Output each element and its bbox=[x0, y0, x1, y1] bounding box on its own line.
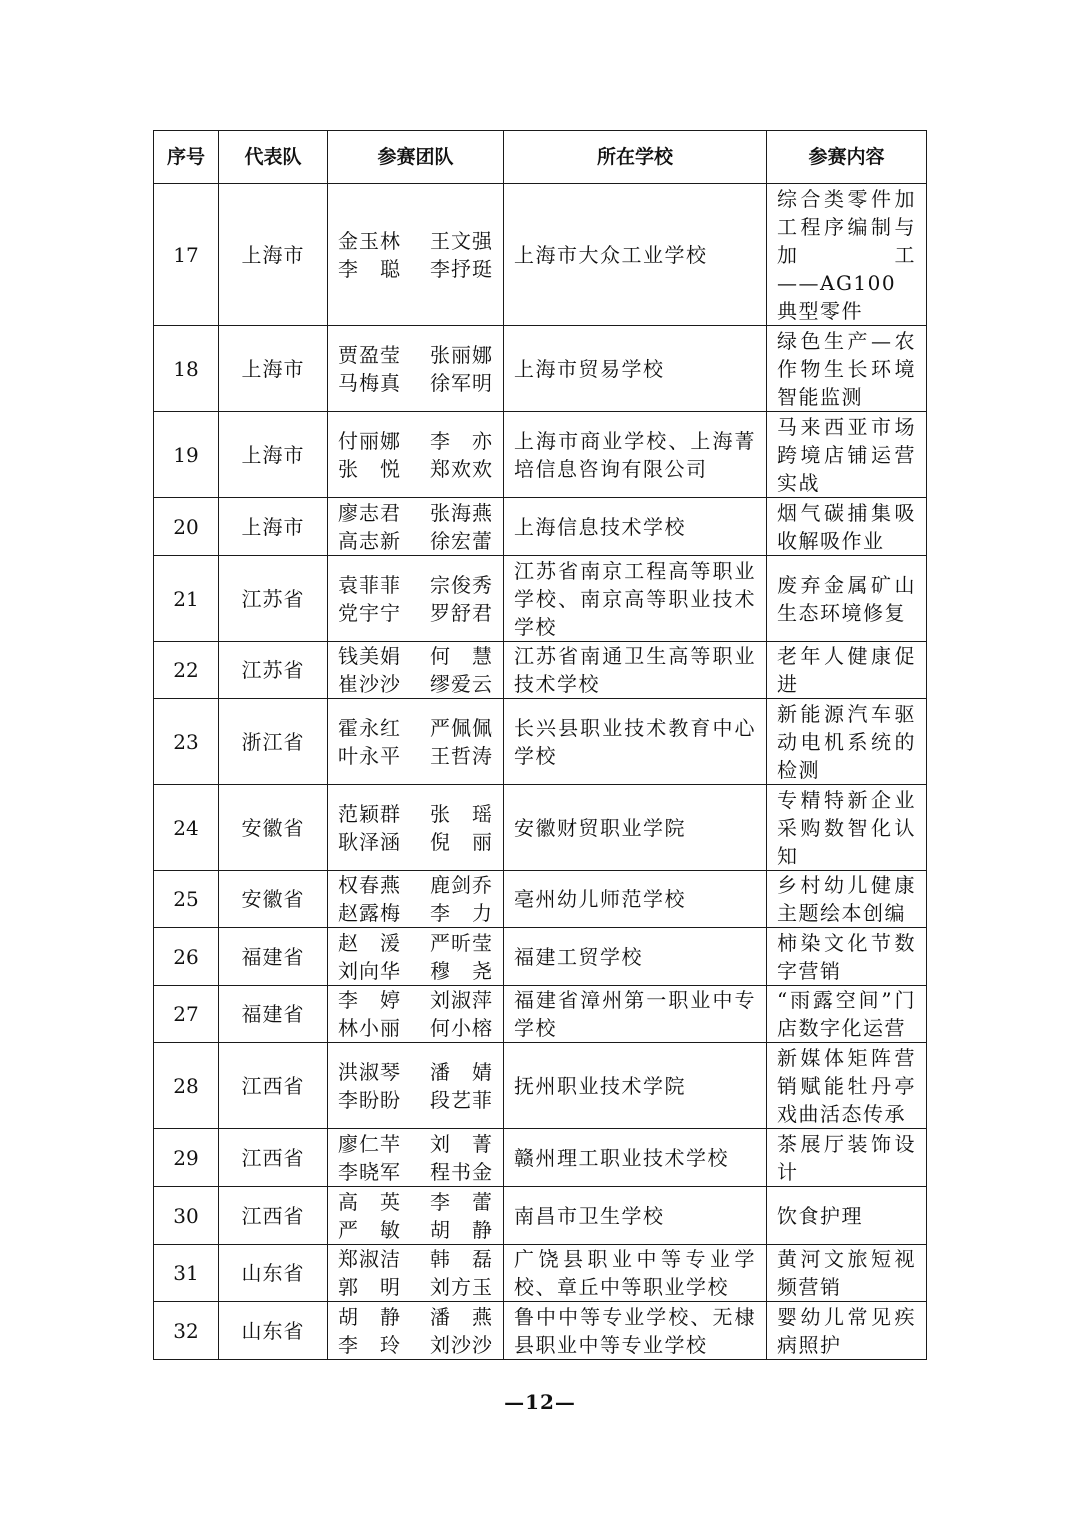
team-member: 高志新 bbox=[338, 528, 401, 553]
row-number: 21 bbox=[154, 556, 219, 642]
team-member: 李 力 bbox=[430, 901, 493, 925]
participant-table bbox=[153, 130, 927, 1360]
team-cell bbox=[328, 699, 504, 785]
school-cell: 江苏省南通卫生高等职业技术学校 bbox=[504, 642, 767, 699]
school-cell: 鲁中中等专业学校、无棣县职业中等专业学校 bbox=[504, 1302, 767, 1360]
team-member: 权春燕 bbox=[338, 873, 401, 897]
team-member: 贾盈莹 bbox=[338, 342, 401, 367]
table-row bbox=[154, 1187, 927, 1245]
team-member-line bbox=[338, 714, 493, 742]
team-member: 何小榕 bbox=[430, 1016, 493, 1040]
team-member: 叶永平 bbox=[338, 743, 401, 768]
table-row bbox=[154, 986, 927, 1043]
team-member: 严昕莹 bbox=[430, 930, 493, 955]
row-number: 25 bbox=[154, 871, 219, 928]
team-member-line bbox=[338, 986, 493, 1014]
team-member: 徐宏蕾 bbox=[430, 528, 493, 553]
row-number: 24 bbox=[154, 785, 219, 871]
table-row bbox=[154, 184, 927, 326]
team-member: 张丽娜 bbox=[430, 342, 493, 367]
team-member-line bbox=[338, 527, 493, 555]
table-row bbox=[154, 1302, 927, 1360]
team-member: 廖志君 bbox=[338, 500, 401, 525]
school-cell: 安徽财贸职业学院 bbox=[504, 785, 767, 871]
team-member: 赵露梅 bbox=[338, 901, 401, 925]
header-content: 参赛内容 bbox=[767, 131, 927, 184]
row-number: 27 bbox=[154, 986, 219, 1043]
school-cell: 上海市大众工业学校 bbox=[504, 184, 767, 326]
row-number: 26 bbox=[154, 928, 219, 986]
team-member: 张海燕 bbox=[430, 500, 493, 525]
team-cell bbox=[328, 498, 504, 556]
table-row bbox=[154, 498, 927, 556]
school-cell: 南昌市卫生学校 bbox=[504, 1187, 767, 1245]
content-cell: 乡村幼儿健康主题绘本创编 bbox=[767, 871, 927, 928]
team-member: 张 悦 bbox=[338, 456, 401, 481]
school-cell: 江苏省南京工程高等职业学校、南京高等职业技术学校 bbox=[504, 556, 767, 642]
team-member-line bbox=[338, 499, 493, 527]
team-member: 崔沙沙 bbox=[338, 672, 401, 696]
content-cell: 综合类零件加工程序编制与加 工——AG100 典型零件 bbox=[767, 184, 927, 326]
table-row bbox=[154, 1129, 927, 1187]
team-cell bbox=[328, 642, 504, 699]
content-cell: 新能源汽车驱动电机系统的检测 bbox=[767, 699, 927, 785]
content-cell: “雨露空间”门店数字化运营 bbox=[767, 986, 927, 1043]
row-number: 23 bbox=[154, 699, 219, 785]
team-member: 郭 明 bbox=[338, 1275, 401, 1299]
delegation-cell: 山东省 bbox=[219, 1302, 328, 1360]
team-cell bbox=[328, 1043, 504, 1129]
team-member: 李 蕾 bbox=[430, 1189, 493, 1214]
team-member: 张 瑶 bbox=[430, 801, 493, 826]
team-member-line bbox=[338, 1130, 493, 1158]
row-number: 28 bbox=[154, 1043, 219, 1129]
content-cell: 老年人健康促进 bbox=[767, 642, 927, 699]
team-cell bbox=[328, 928, 504, 986]
team-member-line bbox=[338, 599, 493, 627]
team-member: 李 亦 bbox=[430, 428, 493, 453]
team-member: 刘沙沙 bbox=[430, 1332, 493, 1357]
team-member: 郑欢欢 bbox=[430, 456, 493, 481]
table-row bbox=[154, 326, 927, 412]
team-member: 袁菲菲 bbox=[338, 572, 401, 597]
team-cell bbox=[328, 1245, 504, 1302]
delegation-cell: 江西省 bbox=[219, 1043, 328, 1129]
table-body bbox=[154, 184, 927, 1360]
team-member: 缪爱云 bbox=[430, 672, 493, 696]
content-cell: 柿染文化节数字营销 bbox=[767, 928, 927, 986]
delegation-cell: 上海市 bbox=[219, 412, 328, 498]
school-cell: 上海市商业学校、上海菁培信息咨询有限公司 bbox=[504, 412, 767, 498]
team-member-line bbox=[338, 1058, 493, 1086]
row-number: 31 bbox=[154, 1245, 219, 1302]
page-number: —12— bbox=[504, 1390, 576, 1414]
team-member: 李盼盼 bbox=[338, 1087, 401, 1112]
team-member: 穆 尧 bbox=[430, 958, 493, 983]
team-member: 严佩佩 bbox=[430, 715, 493, 740]
team-member-line bbox=[338, 742, 493, 770]
table-row bbox=[154, 699, 927, 785]
delegation-cell: 上海市 bbox=[219, 326, 328, 412]
team-member-line bbox=[338, 1188, 493, 1216]
delegation-cell: 江西省 bbox=[219, 1187, 328, 1245]
delegation-cell: 福建省 bbox=[219, 928, 328, 986]
delegation-cell: 安徽省 bbox=[219, 785, 328, 871]
content-cell: 马来西亚市场跨境店铺运营实战 bbox=[767, 412, 927, 498]
table-row bbox=[154, 928, 927, 986]
content-cell: 专精特新企业采购数智化认知 bbox=[767, 785, 927, 871]
team-member: 范颖群 bbox=[338, 801, 401, 826]
team-member: 徐军明 bbox=[430, 370, 493, 395]
team-member-line bbox=[338, 929, 493, 957]
team-member: 钱美娟 bbox=[338, 644, 401, 668]
team-member: 李 玲 bbox=[338, 1332, 401, 1357]
team-member-line bbox=[338, 455, 493, 483]
team-member: 李 婷 bbox=[338, 988, 401, 1012]
team-member: 郑淑洁 bbox=[338, 1247, 401, 1271]
table-row bbox=[154, 785, 927, 871]
content-cell: 绿色生产—农作物生长环境智能监测 bbox=[767, 326, 927, 412]
team-member: 高 英 bbox=[338, 1189, 401, 1214]
team-member: 刘 菁 bbox=[430, 1131, 493, 1156]
team-member: 马梅真 bbox=[338, 370, 401, 395]
table-header-row bbox=[154, 131, 927, 184]
team-member-line bbox=[338, 255, 493, 283]
team-cell bbox=[328, 1302, 504, 1360]
team-member-line bbox=[338, 1273, 493, 1301]
school-cell: 亳州幼儿师范学校 bbox=[504, 871, 767, 928]
header-no: 序号 bbox=[154, 131, 219, 184]
team-member: 胡 静 bbox=[430, 1217, 493, 1242]
team-member: 程书金 bbox=[430, 1159, 493, 1184]
content-cell: 新媒体矩阵营销赋能牡丹亭戏曲活态传承 bbox=[767, 1043, 927, 1129]
team-member: 廖仁芉 bbox=[338, 1131, 401, 1156]
team-member-line bbox=[338, 828, 493, 856]
school-cell: 福建工贸学校 bbox=[504, 928, 767, 986]
team-member: 宗俊秀 bbox=[430, 572, 493, 597]
team-member-line bbox=[338, 1245, 493, 1273]
team-member: 王哲涛 bbox=[430, 743, 493, 768]
team-member: 刘淑萍 bbox=[430, 988, 493, 1012]
content-cell: 婴幼儿常见疾病照护 bbox=[767, 1302, 927, 1360]
team-member: 赵 湲 bbox=[338, 930, 401, 955]
delegation-cell: 上海市 bbox=[219, 498, 328, 556]
team-member-line bbox=[338, 227, 493, 255]
team-member-line bbox=[338, 670, 493, 698]
team-member: 林小丽 bbox=[338, 1016, 401, 1040]
team-member: 韩 磊 bbox=[430, 1247, 493, 1271]
team-member-line bbox=[338, 427, 493, 455]
team-member: 李 聪 bbox=[338, 256, 401, 281]
content-cell: 废弃金属矿山生态环境修复 bbox=[767, 556, 927, 642]
team-cell bbox=[328, 785, 504, 871]
team-member: 何 慧 bbox=[430, 644, 493, 668]
school-cell: 广饶县职业中等专业学校、章丘中等职业学校 bbox=[504, 1245, 767, 1302]
delegation-cell: 上海市 bbox=[219, 184, 328, 326]
content-cell: 饮食护理 bbox=[767, 1187, 927, 1245]
team-member: 李晓军 bbox=[338, 1159, 401, 1184]
delegation-cell: 福建省 bbox=[219, 986, 328, 1043]
team-cell bbox=[328, 184, 504, 326]
team-member-line bbox=[338, 1014, 493, 1042]
team-member: 潘 燕 bbox=[430, 1304, 493, 1329]
delegation-cell: 浙江省 bbox=[219, 699, 328, 785]
team-cell bbox=[328, 326, 504, 412]
team-member-line bbox=[338, 957, 493, 985]
team-member: 金玉林 bbox=[338, 228, 401, 253]
team-member: 潘 婧 bbox=[430, 1059, 493, 1084]
team-member-line bbox=[338, 1086, 493, 1114]
school-cell: 抚州职业技术学院 bbox=[504, 1043, 767, 1129]
table-row bbox=[154, 871, 927, 928]
team-cell bbox=[328, 556, 504, 642]
content-cell: 黄河文旅短视频营销 bbox=[767, 1245, 927, 1302]
team-member-line bbox=[338, 899, 493, 927]
team-member: 罗舒君 bbox=[430, 600, 493, 625]
table-row bbox=[154, 1043, 927, 1129]
table-row bbox=[154, 1245, 927, 1302]
school-cell: 赣州理工职业技术学校 bbox=[504, 1129, 767, 1187]
team-member-line bbox=[338, 1158, 493, 1186]
team-cell bbox=[328, 986, 504, 1043]
row-number: 30 bbox=[154, 1187, 219, 1245]
team-member-line bbox=[338, 341, 493, 369]
team-member: 王文强 bbox=[430, 228, 493, 253]
team-member-line bbox=[338, 1216, 493, 1244]
row-number: 20 bbox=[154, 498, 219, 556]
table-row bbox=[154, 642, 927, 699]
school-cell: 长兴县职业技术教育中心学校 bbox=[504, 699, 767, 785]
team-member: 严 敏 bbox=[338, 1217, 401, 1242]
row-number: 17 bbox=[154, 184, 219, 326]
team-cell bbox=[328, 1187, 504, 1245]
delegation-cell: 江苏省 bbox=[219, 556, 328, 642]
team-member: 霍永红 bbox=[338, 715, 401, 740]
row-number: 29 bbox=[154, 1129, 219, 1187]
team-member: 刘向华 bbox=[338, 958, 401, 983]
team-member: 段艺菲 bbox=[430, 1087, 493, 1112]
row-number: 19 bbox=[154, 412, 219, 498]
header-team: 参赛团队 bbox=[328, 131, 504, 184]
content-cell: 烟气碳捕集吸收解吸作业 bbox=[767, 498, 927, 556]
team-member: 洪淑琴 bbox=[338, 1059, 401, 1084]
table-row bbox=[154, 556, 927, 642]
team-cell bbox=[328, 412, 504, 498]
row-number: 22 bbox=[154, 642, 219, 699]
team-cell bbox=[328, 871, 504, 928]
team-member-line bbox=[338, 1303, 493, 1331]
school-cell: 福建省漳州第一职业中专学校 bbox=[504, 986, 767, 1043]
table-row bbox=[154, 412, 927, 498]
team-member: 胡 静 bbox=[338, 1304, 401, 1329]
row-number: 32 bbox=[154, 1302, 219, 1360]
row-number: 18 bbox=[154, 326, 219, 412]
team-cell bbox=[328, 1129, 504, 1187]
header-delegation: 代表队 bbox=[219, 131, 328, 184]
team-member: 付丽娜 bbox=[338, 428, 401, 453]
school-cell: 上海市贸易学校 bbox=[504, 326, 767, 412]
content-cell: 茶展厅装饰设计 bbox=[767, 1129, 927, 1187]
delegation-cell: 山东省 bbox=[219, 1245, 328, 1302]
team-member-line bbox=[338, 642, 493, 670]
team-member: 鹿剑乔 bbox=[430, 873, 493, 897]
team-member-line bbox=[338, 369, 493, 397]
team-member-line bbox=[338, 800, 493, 828]
delegation-cell: 江苏省 bbox=[219, 642, 328, 699]
team-member: 李抒珽 bbox=[430, 256, 493, 281]
school-cell: 上海信息技术学校 bbox=[504, 498, 767, 556]
header-school: 所在学校 bbox=[504, 131, 767, 184]
delegation-cell: 安徽省 bbox=[219, 871, 328, 928]
team-member: 刘方玉 bbox=[430, 1275, 493, 1299]
team-member-line bbox=[338, 1331, 493, 1359]
delegation-cell: 江西省 bbox=[219, 1129, 328, 1187]
team-member: 倪 丽 bbox=[430, 829, 493, 854]
team-member: 党宇宁 bbox=[338, 600, 401, 625]
team-member-line bbox=[338, 571, 493, 599]
team-member: 耿泽涵 bbox=[338, 829, 401, 854]
team-member-line bbox=[338, 871, 493, 899]
